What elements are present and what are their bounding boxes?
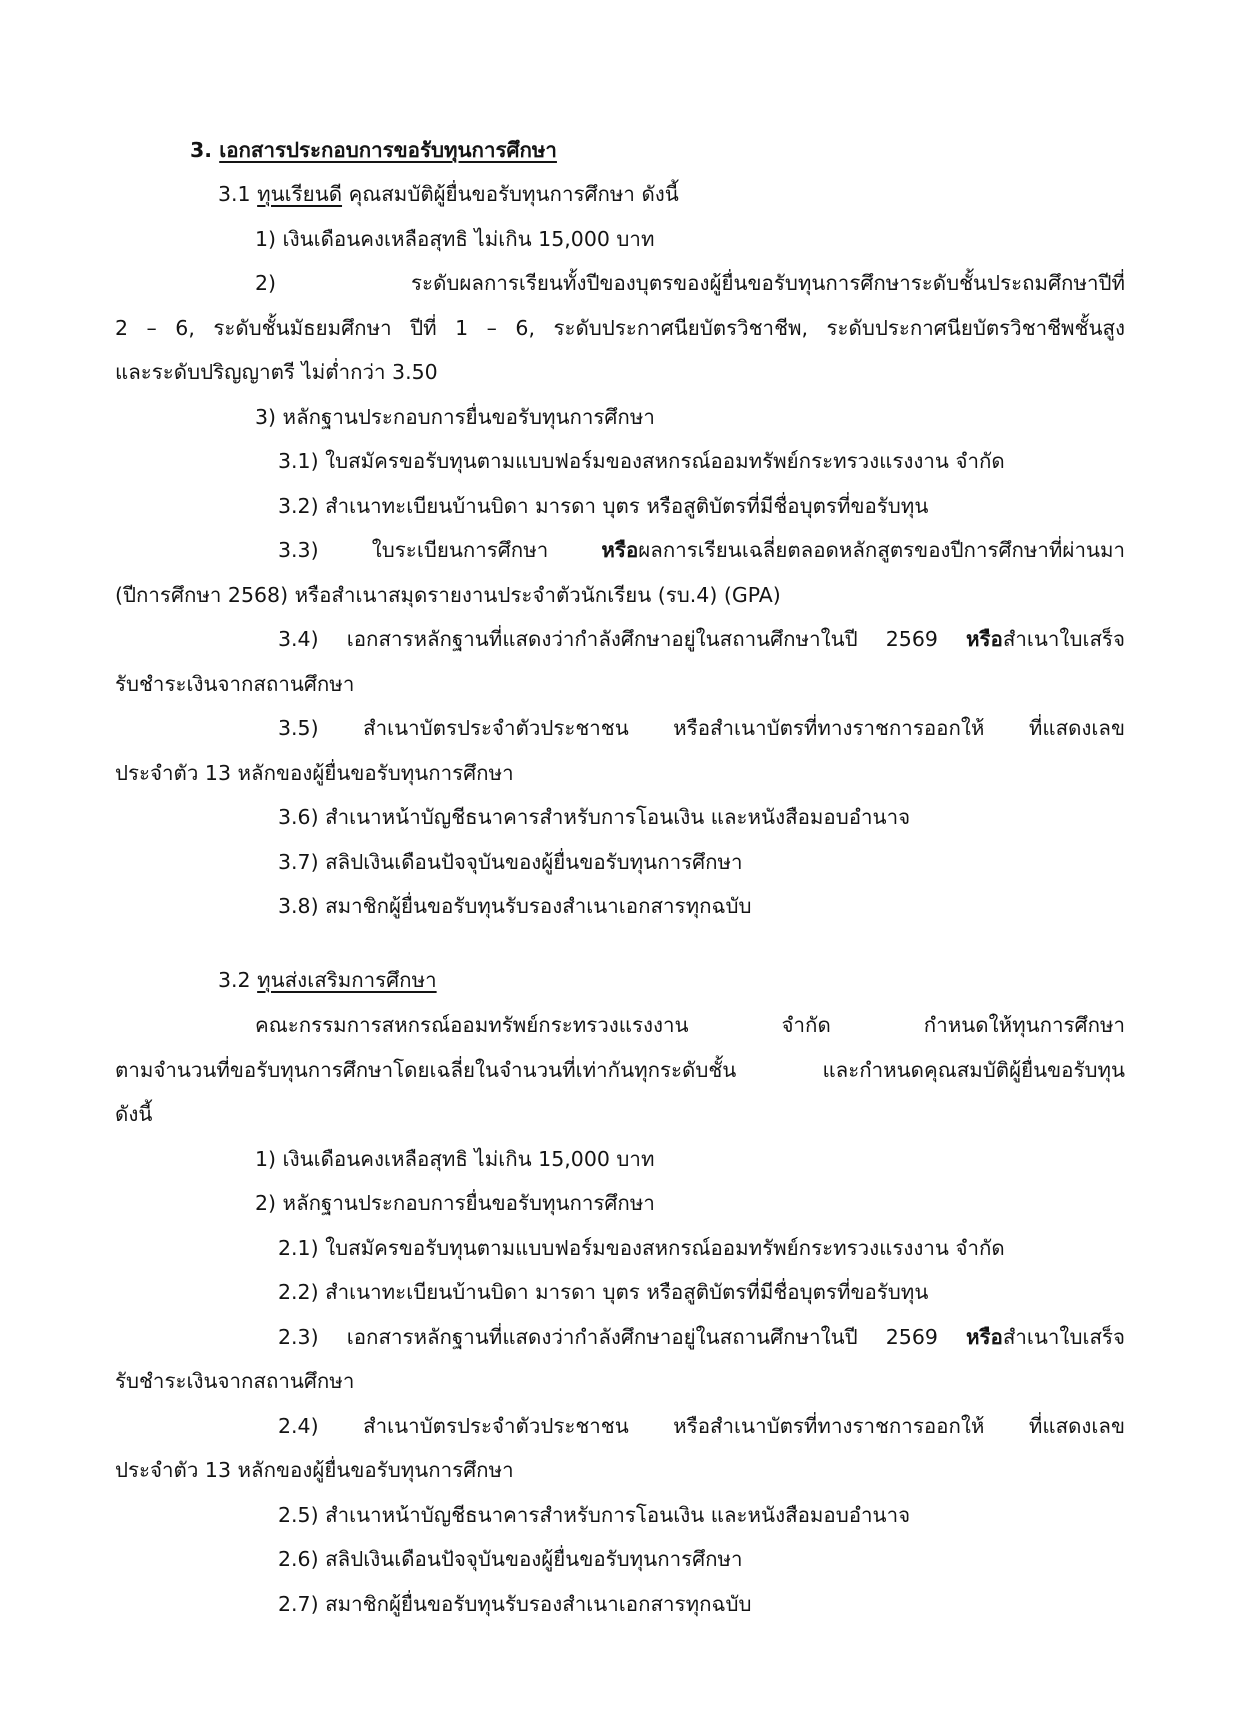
s32-paragraph-line-1: คณะกรรมการสหกรณ์ออมทรัพย์กระทรวงแรงงาน จำกัด กำหนดให้ทุนการศึกษา xyxy=(255,1013,1125,1037)
section-number: 3. xyxy=(190,138,213,162)
s32-doc-3-line-2: รับชำระเงินจากสถานศึกษา xyxy=(115,1369,355,1393)
s32-doc-5: 2.5) สำเนาหน้าบัญชีธนาคารสำหรับการโอนเงิน และหนังสือมอบอำนาจ xyxy=(278,1503,911,1527)
s31-doc-3-line-1: 3.3) ใบระเบียนการศึกษา หรือผลการเรียนเฉลี่ยตลอดหลักสูตรของปีการศึกษาที่ผ่านมา xyxy=(278,538,1125,562)
s32-doc-3-line-1: 2.3) เอกสารหลักฐานที่แสดงว่ากำลังศึกษาอยู่ในสถานศึกษาในปี 2569 หรือสำเนาใบเสร็จ xyxy=(278,1325,1125,1349)
s31-doc-5-line-2: ประจำตัว 13 หลักของผู้ยื่นขอรับทุนการศึกษา xyxy=(115,761,514,785)
section-title: เอกสารประกอบการขอรับทุนการศึกษา xyxy=(219,138,557,162)
s32-doc-4-line-2: ประจำตัว 13 หลักของผู้ยื่นขอรับทุนการศึกษา xyxy=(115,1458,514,1482)
s31-doc-4-line-2: รับชำระเงินจากสถานศึกษา xyxy=(115,672,355,696)
s31-doc-4-line-1: 3.4) เอกสารหลักฐานที่แสดงว่ากำลังศึกษาอยู่ในสถานศึกษาในปี 2569 หรือสำเนาใบเสร็จ xyxy=(278,627,1125,651)
s32-item-2: 2) หลักฐานประกอบการยื่นขอรับทุนการศึกษา xyxy=(255,1191,655,1215)
subsection-3-2-title: ทุนส่งเสริมการศึกษา xyxy=(257,968,437,992)
s31-doc-7: 3.7) สลิปเงินเดือนปัจจุบันของผู้ยื่นขอรับทุนการศึกษา xyxy=(278,850,743,874)
s31-doc-5-line-1: 3.5) สำเนาบัตรประจำตัวประชาชน หรือสำเนาบัตรที่ทางราชการออกให้ ที่แสดงเลข xyxy=(278,716,1125,740)
s31-item-2-line-1: 2) ระดับผลการเรียนทั้งปีของบุตรของผู้ยื่นขอรับทุนการศึกษาระดับชั้นประถมศึกษาปีที่ xyxy=(255,271,1125,295)
s32-doc-6: 2.6) สลิปเงินเดือนปัจจุบันของผู้ยื่นขอรับทุนการศึกษา xyxy=(278,1547,743,1571)
section-heading xyxy=(190,135,557,165)
s32-doc-2: 2.2) สำเนาทะเบียนบ้านบิดา มารดา บุตร หรือสูติบัตรที่มีชื่อบุตรที่ขอรับทุน xyxy=(278,1280,929,1304)
s32-doc-4-line-1: 2.4) สำเนาบัตรประจำตัวประชาชน หรือสำเนาบัตรที่ทางราชการออกให้ ที่แสดงเลข xyxy=(278,1414,1125,1438)
subsection-3-2-heading: 3.2 ทุนส่งเสริมการศึกษา xyxy=(218,968,437,992)
subsection-3-1-title: ทุนเรียนดี xyxy=(257,182,343,206)
s31-doc-6: 3.6) สำเนาหน้าบัญชีธนาคารสำหรับการโอนเงิน และหนังสือมอบอำนาจ xyxy=(278,805,911,829)
s32-paragraph-line-2: ตามจำนวนที่ขอรับทุนการศึกษาโดยเฉลี่ยในจำนวนที่เท่ากันทุกระดับชั้น และกำหนดคุณสมบัติผู้ยื่นขอรับทุน xyxy=(115,1058,1125,1082)
s31-item-3: 3) หลักฐานประกอบการยื่นขอรับทุนการศึกษา xyxy=(255,405,655,429)
s31-item-2-line-3: และระดับปริญญาตรี ไม่ต่ำกว่า 3.50 xyxy=(115,360,438,384)
s32-item-1: 1) เงินเดือนคงเหลือสุทธิ ไม่เกิน 15,000 บาท xyxy=(255,1147,655,1171)
s31-doc-3-line-2: (ปีการศึกษา 2568) หรือสำเนาสมุดรายงานประจำตัวนักเรียน (รบ.4) (GPA) xyxy=(115,583,781,607)
s32-paragraph-line-3: ดังนี้ xyxy=(115,1102,153,1126)
s31-doc-8: 3.8) สมาชิกผู้ยื่นขอรับทุนรับรองสำเนาเอกสารทุกฉบับ xyxy=(278,894,752,918)
subsection-3-1-heading: 3.1 ทุนเรียนดี คุณสมบัติผู้ยื่นขอรับทุนการศึกษา ดังนี้ xyxy=(218,182,679,206)
s32-doc-1: 2.1) ใบสมัครขอรับทุนตามแบบฟอร์มของสหกรณ์ออมทรัพย์กระทรวงแรงงาน จำกัด xyxy=(278,1236,1005,1260)
s31-doc-1: 3.1) ใบสมัครขอรับทุนตามแบบฟอร์มของสหกรณ์ออมทรัพย์กระทรวงแรงงาน จำกัด xyxy=(278,449,1005,473)
s31-doc-2: 3.2) สำเนาทะเบียนบ้านบิดา มารดา บุตร หรือสูติบัตรที่มีชื่อบุตรที่ขอรับทุน xyxy=(278,494,929,518)
s31-item-2-line-2: 2 – 6, ระดับชั้นมัธยมศึกษา ปีที่ 1 – 6, ระดับประกาศนียบัตรวิชาชีพ, ระดับประกาศนียบัตรวิชาชีพชั้นสูง xyxy=(115,316,1125,340)
s31-item-1: 1) เงินเดือนคงเหลือสุทธิ ไม่เกิน 15,000 บาท xyxy=(255,227,655,251)
s32-doc-7: 2.7) สมาชิกผู้ยื่นขอรับทุนรับรองสำเนาเอกสารทุกฉบับ xyxy=(278,1592,752,1616)
